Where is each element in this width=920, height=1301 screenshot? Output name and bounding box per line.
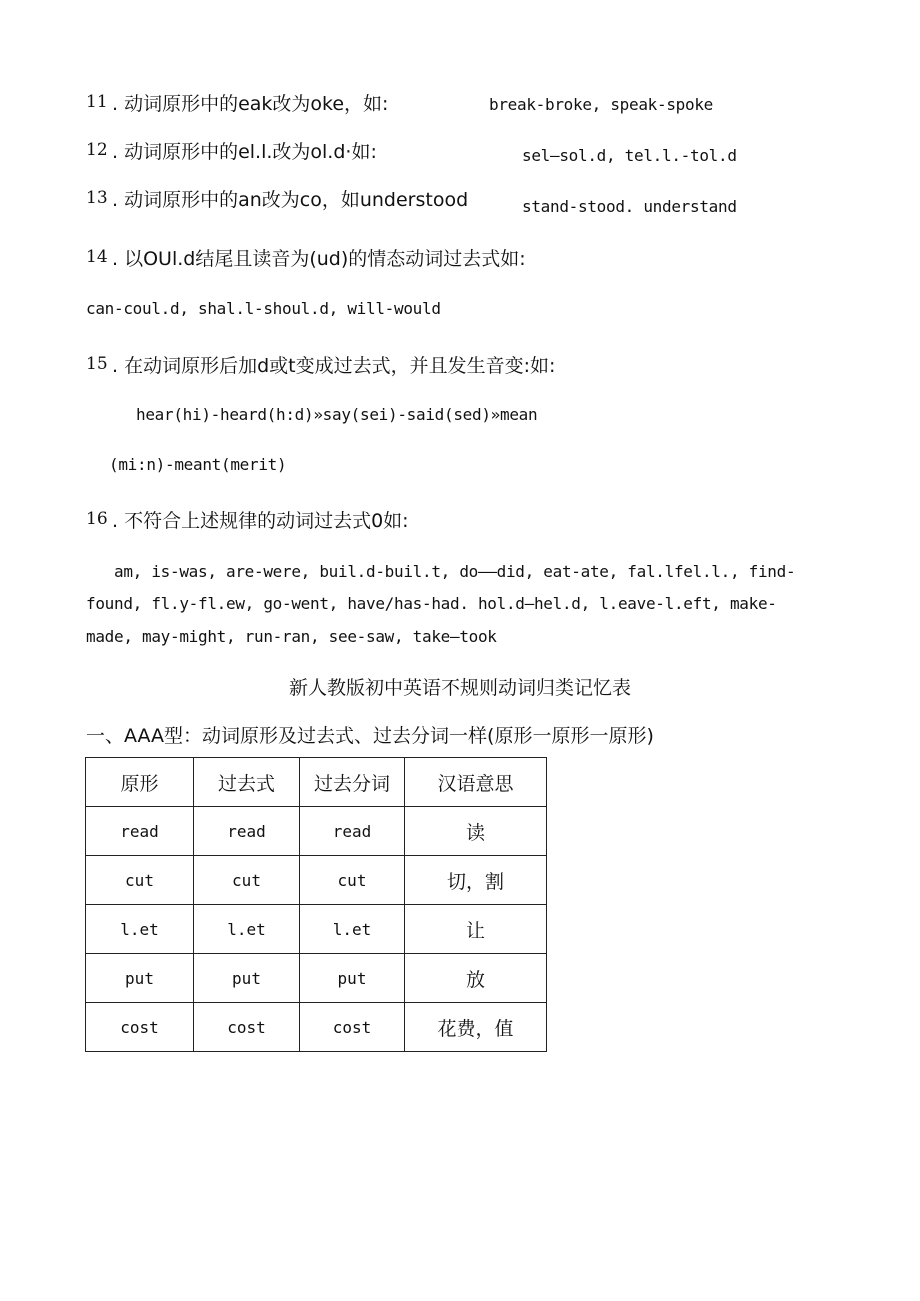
subsection-title: 一、AAA型：动词原形及过去式、过去分词一样(原形一原形一原形) [86, 725, 654, 747]
rule-15-text: . 在动词原形后加d或t变成过去式，并且发生音变:如: [112, 355, 556, 377]
cell-base-form: cost [86, 1003, 194, 1052]
cell-past-tense: cost [194, 1003, 300, 1052]
header-chinese-meaning: 汉语意思 [405, 758, 547, 807]
rule-15-number: 15 [86, 354, 108, 374]
rule-16-example-line2: found, fl.y-fl.ew, go-went, have/has-had. hol.d—hel.d, l.eave-l.eft, make- [86, 594, 777, 613]
cell-base-form: read [86, 807, 194, 856]
aaa-verb-table [85, 757, 547, 1052]
cell-past-participle: l.et [300, 905, 405, 954]
rule-12-text: . 动词原形中的el.l.改为ol.d·如: [112, 141, 377, 163]
header-base-form: 原形 [86, 758, 194, 807]
header-past-tense: 过去式 [194, 758, 300, 807]
rule-11-example: break-broke, speak-spoke [489, 95, 713, 114]
cell-base-form: l.et [86, 905, 194, 954]
table-row [86, 856, 547, 905]
rule-11-number: 11 [86, 92, 108, 112]
table-row [86, 905, 547, 954]
cell-base-form: put [86, 954, 194, 1003]
section-title: 新人教版初中英语不规则动词归类记忆表 [288, 677, 631, 699]
rule-14-example: can-coul.d, shal.l-shoul.d, will-would [86, 299, 441, 318]
cell-meaning: 让 [405, 905, 547, 954]
rule-13-example: stand-stood. understand [522, 197, 737, 216]
table-row [86, 1003, 547, 1052]
rule-16-text: . 不符合上述规律的动词过去式0如: [112, 510, 409, 532]
cell-past-tense: read [194, 807, 300, 856]
rule-16-example-line1: am, is-was, are-were, buil.d-buil.t, do——did, eat-ate, fal.lfel.l., find- [114, 562, 796, 581]
rule-16-example-line3: made, may-might, run-ran, see-saw, take—took [86, 627, 497, 646]
rule-14-number: 14 [86, 247, 108, 267]
cell-meaning: 花费，值 [405, 1003, 547, 1052]
cell-past-tense: put [194, 954, 300, 1003]
cell-past-participle: put [300, 954, 405, 1003]
table-row [86, 954, 547, 1003]
cell-past-participle: read [300, 807, 405, 856]
cell-base-form: cut [86, 856, 194, 905]
table-row [86, 807, 547, 856]
rule-13-text: . 动词原形中的an改为co，如understood [112, 189, 469, 211]
table-header-row [86, 758, 547, 807]
rule-12-example: sel—sol.d, tel.l.-tol.d [522, 146, 737, 165]
header-past-participle: 过去分词 [300, 758, 405, 807]
rule-15-example-line1: hear(hi)-heard(h:d)»say(sei)-said(sed)»mean [136, 405, 538, 424]
rule-16-number: 16 [86, 509, 108, 529]
cell-past-participle: cost [300, 1003, 405, 1052]
cell-past-tense: cut [194, 856, 300, 905]
rule-11-text: . 动词原形中的eak改为oke，如: [112, 93, 389, 115]
cell-meaning: 读 [405, 807, 547, 856]
rule-14-text: . 以OUl.d结尾且读音为(ud)的情态动词过去式如: [112, 248, 526, 270]
rule-12-number: 12 [86, 140, 108, 160]
rule-15-example-line2: (mi:n)-meant(merit) [109, 455, 287, 474]
cell-past-participle: cut [300, 856, 405, 905]
cell-meaning: 放 [405, 954, 547, 1003]
cell-past-tense: l.et [194, 905, 300, 954]
rule-13-number: 13 [86, 188, 108, 208]
cell-meaning: 切，割 [405, 856, 547, 905]
